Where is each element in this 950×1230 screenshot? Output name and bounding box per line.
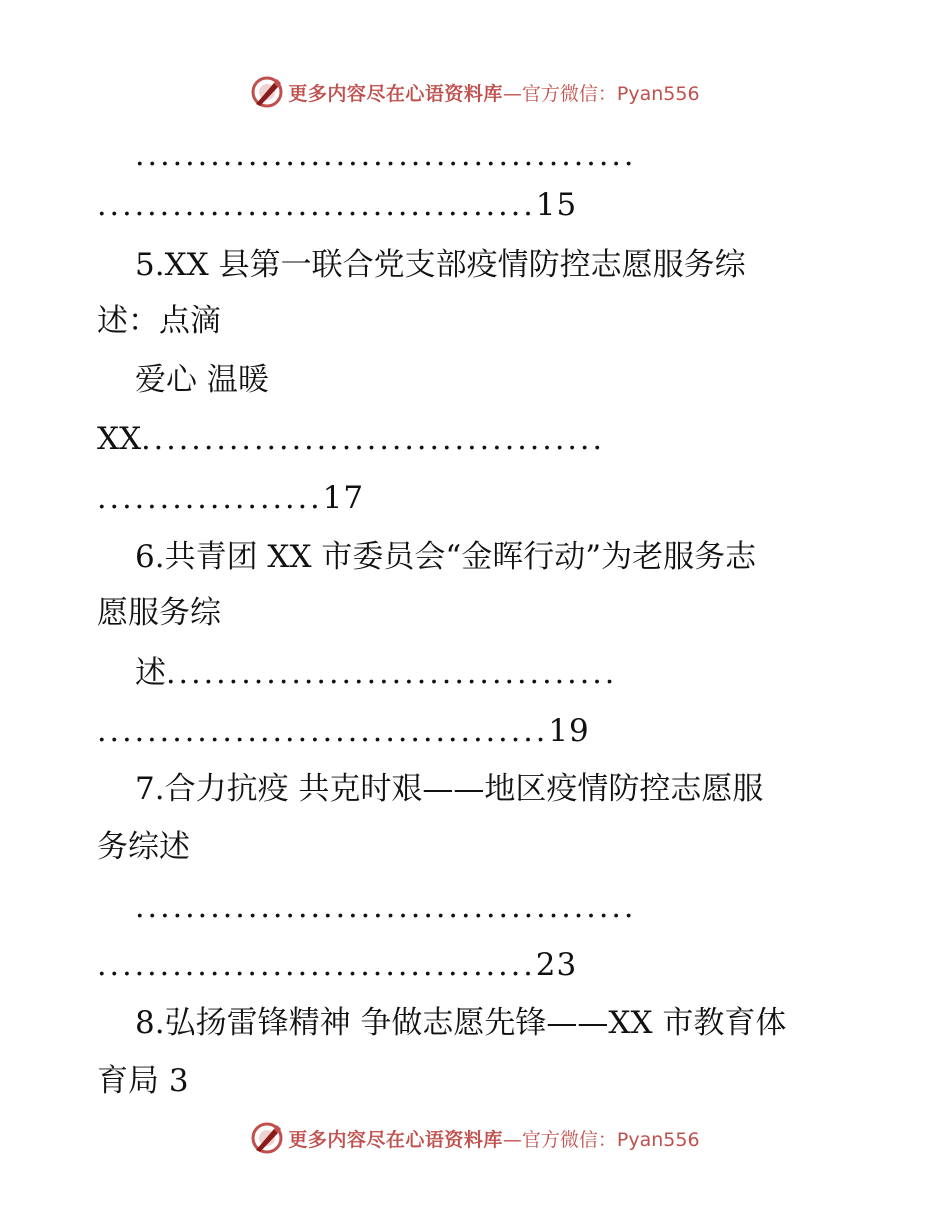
toc-item5-title-line1: 5.XX 县第一联合党支部疫情防控志愿服务综 <box>135 247 746 283</box>
toc-item5-dot-row <box>0 414 950 464</box>
leader-dots: ................................... <box>97 948 536 983</box>
header-watermark <box>0 72 950 112</box>
toc-item4-page-line <box>0 180 950 230</box>
watermark-prefix: 更多内容尽在心语资料库 <box>288 82 503 105</box>
toc-item5-page-line <box>0 473 950 523</box>
watermark-suffix: —官方微信：Pyan556 <box>502 1128 700 1151</box>
toc-item7-page-line <box>0 940 950 990</box>
toc-item7-title-line1: 7.合力抗疫 共克时艰——地区疫情防控志愿服 <box>135 771 764 807</box>
toc-item6-page-line <box>0 706 950 756</box>
footer-watermark <box>0 1118 950 1158</box>
toc-item7-title-line2: 务综述 <box>97 829 190 865</box>
toc-item8-title-line2: 育局 3 <box>97 1063 189 1099</box>
toc-item6-title-line2: 愿服务综 <box>97 595 221 631</box>
toc-item6-title-line1: 6.共青团 XX 市委员会“金晖行动”为老服务志 <box>135 539 757 575</box>
page-number: 17 <box>322 480 365 516</box>
watermark-suffix: —官方微信：Pyan556 <box>502 82 700 105</box>
toc-item4-dot-row <box>0 130 950 180</box>
toc-item7-dot-row <box>0 882 950 932</box>
leader-dots: ..................................... <box>141 422 605 457</box>
toc-item5-title-line2: 述：点滴 <box>97 303 221 339</box>
leader-dots: .................. <box>97 481 323 516</box>
leader-dots: ................................... <box>97 188 536 223</box>
toc-item8-title-line1: 8.弘扬雷锋精神 争做志愿先锋——XX 市教育体 <box>135 1005 787 1041</box>
toc-item6-dot-row <box>0 648 950 698</box>
page-number: 19 <box>548 713 590 749</box>
page-number: 23 <box>535 947 578 983</box>
toc-item5-title-line3: 爱心 温暖 <box>135 362 269 398</box>
leader-dots: ........................................ <box>135 138 637 173</box>
watermark-prefix: 更多内容尽在心语资料库 <box>288 1128 503 1151</box>
pen-logo-icon <box>250 75 284 109</box>
toc-item5-prefix: XX <box>97 421 142 457</box>
toc-item6-prefix: 述 <box>135 655 166 691</box>
pen-logo-icon <box>250 1121 284 1155</box>
leader-dots: .................................... <box>97 714 549 749</box>
page-number: 15 <box>535 187 578 223</box>
leader-dots: ........................................ <box>135 890 637 925</box>
leader-dots: .................................... <box>166 656 618 691</box>
